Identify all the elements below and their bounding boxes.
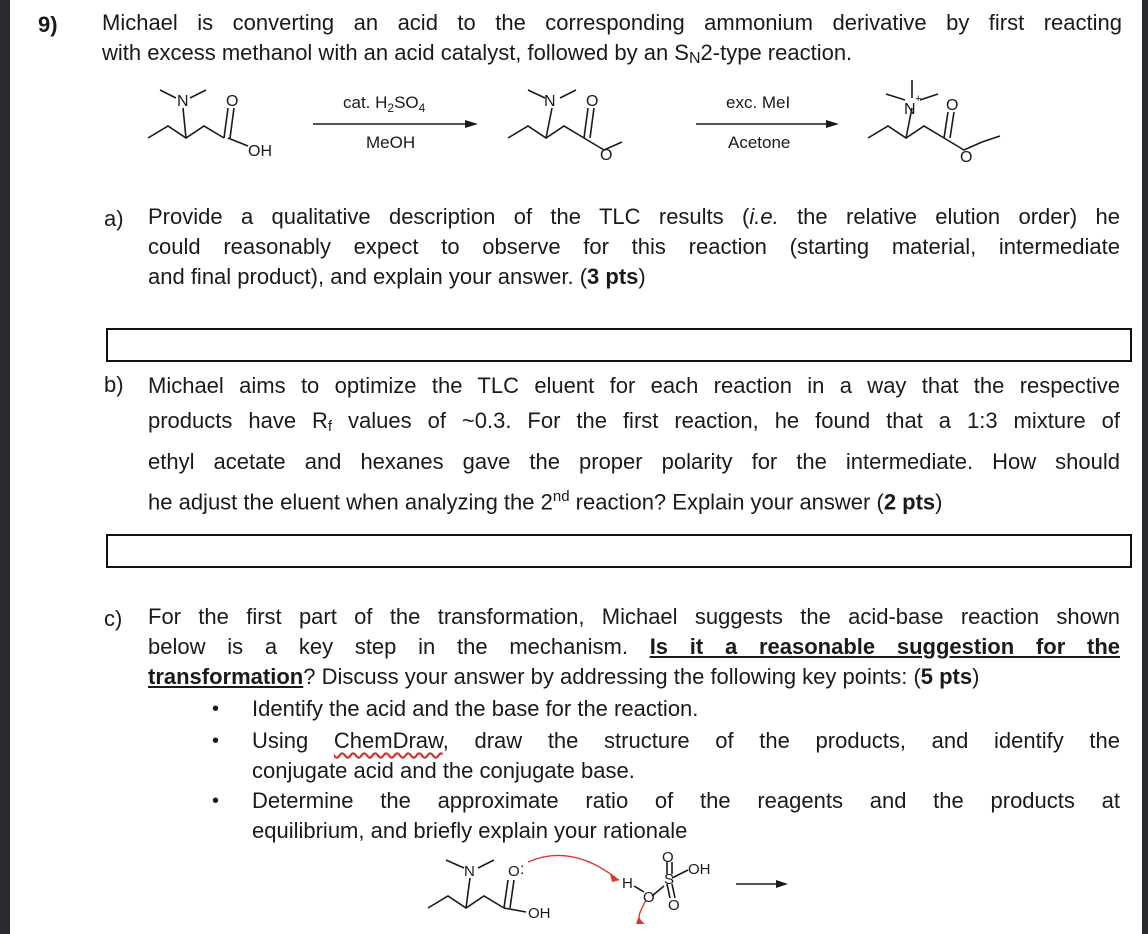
question-text-line1 bbox=[102, 8, 1122, 38]
bullet-2-line1-b: , draw the structure of the products, and identify the bbox=[442, 728, 1120, 753]
step2-reagent-top: exc. MeI bbox=[726, 93, 791, 112]
bullet-2-line2: conjugate acid and the conjugate base. bbox=[252, 758, 635, 783]
sulfonyl-oxygen-bottom: O bbox=[668, 897, 680, 914]
part-a-line3-b: ) bbox=[638, 264, 646, 289]
prod-nitrogen-charge: + bbox=[915, 93, 922, 105]
part-a-line3 bbox=[148, 262, 1120, 292]
prod-carbonyl-oxygen-label: O bbox=[946, 97, 959, 114]
part-a-line2: could reasonably expect to observe for this reaction (starting material, intermediate bbox=[148, 234, 1120, 259]
part-b-line2 bbox=[148, 403, 1120, 444]
sm-hydroxyl-label: OH bbox=[248, 143, 272, 160]
part-a-line1-a: Provide a qualitative description of the TLC results ( bbox=[148, 204, 750, 229]
sm-nitrogen-label: N bbox=[177, 93, 189, 110]
mechanism-diagram bbox=[0, 848, 1148, 934]
step2-solvent-bottom: Acetone bbox=[728, 133, 791, 152]
bullet-2-line1-a: Using bbox=[252, 728, 334, 753]
part-b-line2-b: values of ~0.3. For the first reaction, he found that a 1:3 mixture of bbox=[332, 408, 1120, 433]
question-line2-a: with excess methanol with an acid catalyst, followed by an S bbox=[102, 40, 689, 65]
mech-nitrogen-label: N bbox=[464, 863, 475, 880]
part-c-line2 bbox=[148, 632, 1120, 662]
part-b-ordinal-sup: nd bbox=[552, 488, 570, 505]
bullet-2-symbol: • bbox=[212, 730, 220, 752]
question-line2-sub: N bbox=[688, 50, 701, 67]
part-b-label: b) bbox=[104, 372, 124, 397]
part-b-points: 2 pts bbox=[883, 489, 936, 515]
part-a-line3-a: and final product), and explain your answer. ( bbox=[148, 264, 588, 289]
bullet-3-line2: equilibrium, and briefly explain your rationale bbox=[252, 818, 688, 843]
part-c-underlined-question: Is it a reasonable suggestion for the bbox=[649, 634, 1121, 659]
part-b-line4-a: he adjust the eluent when analyzing the 2 bbox=[148, 489, 553, 515]
part-c-line3-b: ? Discuss your answer by addressing the following key points: ( bbox=[303, 664, 921, 689]
bullet-1-text bbox=[252, 694, 1120, 724]
acid-hydrogen-label: H bbox=[622, 875, 633, 892]
bullet-1-symbol: • bbox=[212, 698, 220, 720]
bullet-3-text bbox=[252, 786, 1120, 846]
question-line2-b: 2-type reaction. bbox=[700, 40, 853, 65]
prod-ester-oxygen-label: O bbox=[960, 149, 973, 166]
part-a-label: a) bbox=[104, 206, 124, 231]
step1-solvent-bottom: MeOH bbox=[366, 133, 416, 152]
int-nitrogen-label: N bbox=[544, 93, 556, 110]
part-b-rf-sub: f bbox=[327, 418, 333, 435]
part-a-line1-b: the relative elution order) he bbox=[778, 204, 1120, 229]
bullet-2-line1 bbox=[252, 726, 1120, 756]
part-c-points: 5 pts bbox=[920, 664, 973, 689]
part-b-line3: ethyl acetate and hexanes gave the proper polarity for the intermediate. How should bbox=[148, 449, 1120, 474]
acid-oxygen-label: O bbox=[643, 889, 655, 906]
part-c-label: c) bbox=[104, 606, 123, 631]
lone-pair-dots: : bbox=[520, 861, 525, 878]
part-c-line3 bbox=[148, 662, 1120, 692]
part-b-line2-a: products have R bbox=[148, 408, 328, 433]
sulfuric-hydroxyl-label: OH bbox=[688, 861, 711, 878]
sulfur-label: S bbox=[664, 871, 675, 888]
part-a-text bbox=[148, 202, 1120, 292]
reaction-scheme bbox=[0, 80, 1148, 190]
question-number: 9) bbox=[38, 12, 58, 37]
part-b-line4-b: reaction? Explain your answer ( bbox=[569, 489, 884, 515]
question-line1-text: Michael is converting an acid to the corresponding ammonium derivative by first reacting bbox=[102, 10, 1122, 35]
part-c-line2-a: below is a key step in the mechanism. bbox=[148, 634, 650, 659]
mech-carbonyl-oxygen-label: O bbox=[508, 863, 520, 880]
question-text-line2 bbox=[102, 38, 1122, 74]
mech-hydroxyl-label: OH bbox=[528, 905, 551, 922]
step1-reagent-top: cat. $H_2SO_4$ bbox=[343, 93, 426, 115]
part-a-ie: i.e. bbox=[749, 204, 779, 229]
part-c-underlined-transformation: transformation bbox=[148, 664, 304, 689]
bullet-3-symbol: • bbox=[212, 790, 220, 812]
part-c-text bbox=[148, 602, 1120, 692]
part-b-line4 bbox=[148, 479, 1120, 519]
chemdraw-word: ChemDraw bbox=[333, 728, 443, 753]
part-c-line1: For the first part of the transformation, Michael suggests the acid-base reaction shown bbox=[148, 604, 1120, 629]
part-a-points: 3 pts bbox=[587, 264, 639, 289]
part-b-text bbox=[148, 368, 1120, 519]
bullet-2-text bbox=[252, 726, 1120, 786]
part-b-line1: Michael aims to optimize the TLC eluent for each reaction in a way that the respective bbox=[148, 373, 1120, 398]
mechanism-reaction-arrowhead bbox=[776, 880, 788, 888]
sulfonyl-oxygen-top: O bbox=[662, 849, 674, 866]
prod-nitrogen-label: N bbox=[904, 101, 916, 118]
int-ester-oxygen-label: O bbox=[600, 147, 613, 164]
scheme-bonds bbox=[148, 80, 1000, 150]
bullet-3-line1: Determine the approximate ratio of the reagents and the products at bbox=[252, 788, 1120, 813]
bullet-1-line1: Identify the acid and the base for the reaction. bbox=[252, 696, 699, 721]
sm-carbonyl-oxygen-label: O bbox=[226, 93, 239, 110]
part-a-line1 bbox=[148, 202, 1120, 232]
part-c-line3-c: ) bbox=[972, 664, 980, 689]
part-b-answer-box[interactable] bbox=[106, 534, 1132, 568]
part-b-line4-c: ) bbox=[935, 489, 943, 515]
part-a-answer-box[interactable] bbox=[106, 328, 1132, 362]
int-carbonyl-oxygen-label: O bbox=[586, 93, 599, 110]
